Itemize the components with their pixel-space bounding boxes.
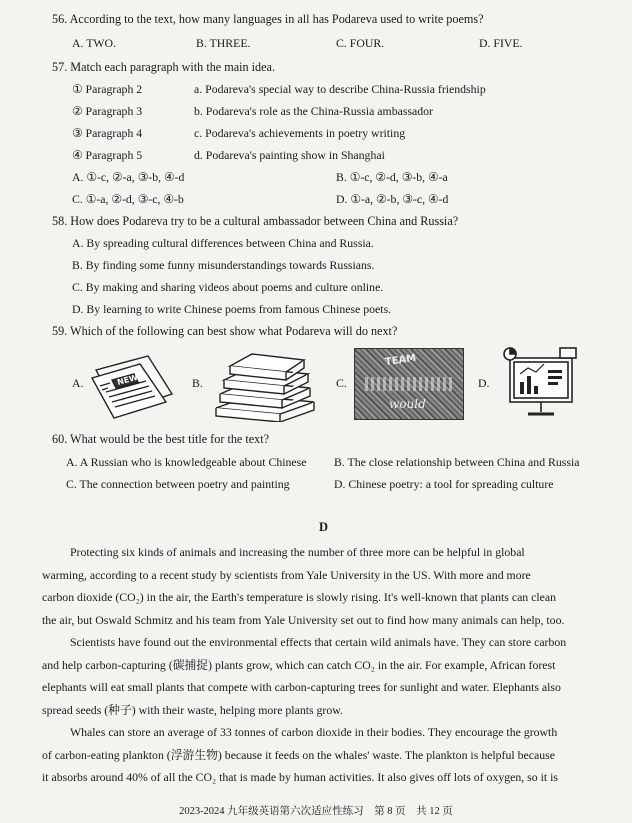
q60-option-d: D. Chinese poetry: a tool for spreading culture [334, 477, 554, 491]
page-footer: 2023-2024 九年级英语第六次适应性练习 第 8 页 共 12 页 [179, 806, 453, 817]
q59-label-d: D. [478, 376, 490, 390]
q60-option-a: A. A Russian who is knowledgeable about Chinese [66, 455, 307, 469]
paragraph-1-line-3: carbon dioxide (CO₂) in the air, the Earth's temperature is slowly rising. It's well-known that plants can clean [42, 590, 557, 605]
q57-right-a: a. Podareva's special way to describe China-Russia friendship [194, 82, 486, 96]
paragraph-1-line-4: the air, but Oswald Schmitz and his team from Yale University set out to find how many animals can help, too. [42, 612, 565, 627]
q57-option-c: C. ①-a, ②-d, ③-c, ④-b [72, 192, 184, 206]
q56-option-d: D. FIVE. [479, 36, 523, 50]
q59-question: 59. Which of the following can best show what Podareva will do next? [52, 324, 398, 338]
computer-chart-icon [500, 346, 580, 422]
q56-option-a: A. TWO. [72, 36, 117, 50]
books-icon [210, 350, 320, 422]
newspaper-icon [88, 350, 182, 422]
q58-option-c: C. By making and sharing videos about poems and culture online. [72, 280, 384, 294]
q59-label-a: A. [72, 376, 84, 390]
q57-right-d: d. Podareva's painting show in Shanghai [194, 148, 385, 162]
paragraph-3 [42, 721, 602, 789]
q57-left-3: ③ Paragraph 4 [72, 126, 143, 140]
q57-right-b: b. Podareva's role as the China-Russia ambassador [194, 104, 433, 118]
q60-option-c: C. The connection between poetry and painting [66, 477, 290, 491]
paragraph-2-line-3: elephants will eat small plants that compete with carbon-capturing trees for sunlight and water. Elephants also [42, 680, 561, 695]
q58-option-d: D. By learning to write Chinese poems from famous Chinese poets. [72, 302, 392, 316]
q59-label-c: C. [336, 376, 347, 390]
q59-label-b: B. [192, 376, 203, 390]
paragraph-1-line-2: warming, according to a recent study by scientists from Yale University in the US. With more and more [42, 567, 531, 582]
q57-option-b: B. ①-c, ②-d, ③-b, ④-a [336, 170, 448, 184]
paragraph-1 [42, 541, 602, 631]
q57-option-d: D. ①-a, ②-b, ③-c, ④-d [336, 192, 449, 206]
paragraph-1-line-1: Protecting six kinds of animals and increasing the number of three more can be helpful in global [70, 545, 525, 559]
q58-option-b: B. By finding some funny misunderstandings towards Russians. [72, 258, 375, 272]
section-d-heading: D [319, 520, 329, 534]
paragraph-2-line-2: and help carbon-capturing (碳捕捉) plants grow, which can catch CO₂ in the air. For example, African forest [42, 657, 556, 672]
paragraph-2-line-1: Scientists have found out the environmental effects that certain wild animals have. They can store carbon [70, 635, 567, 649]
chalkboard-image [354, 348, 464, 420]
q56-question: 56. According to the text, how many languages in all has Podareva used to write poems? [52, 12, 484, 26]
q57-left-2: ② Paragraph 3 [72, 104, 143, 118]
q57-right-c: c. Podareva's achievements in poetry writing [194, 126, 406, 140]
paragraph-2-line-4: spread seeds (种子) with their waste, helping more plants grow. [42, 702, 343, 717]
q56-option-c: C. FOUR. [336, 36, 385, 50]
chalkboard-text-2: would [389, 397, 426, 411]
paragraph-2 [42, 631, 602, 721]
chalkboard-text-1: TEAM [384, 352, 417, 369]
q60-option-b: B. The close relationship between China and Russia [334, 455, 580, 469]
q60-question: 60. What would be the best title for the text? [52, 432, 270, 446]
paragraph-3-line-3: it absorbs around 40% of all the CO₂ that is made by human activities. It also gives off lots of oxygen, so it is [42, 770, 558, 785]
q58-question: 58. How does Podareva try to be a cultural ambassador between China and Russia? [52, 214, 459, 228]
q57-left-4: ④ Paragraph 5 [72, 148, 143, 162]
q57-question: 57. Match each paragraph with the main idea. [52, 60, 276, 74]
q56-option-b: B. THREE. [196, 36, 251, 50]
paragraph-3-line-2: of carbon-eating plankton (浮游生物) because it feeds on the whales' waste. The plankton is helpful because [42, 747, 555, 762]
svg-text:NEWS: NEWS [116, 371, 145, 387]
q58-option-a: A. By spreading cultural differences between China and Russia. [72, 236, 374, 250]
q57-left-1: ① Paragraph 2 [72, 82, 143, 96]
paragraph-3-line-1: Whales can store an average of 33 tonnes of carbon dioxide in their bodies. They encourage the growth [70, 725, 558, 739]
q57-option-a: A. ①-c, ②-a, ③-b, ④-d [72, 170, 185, 184]
